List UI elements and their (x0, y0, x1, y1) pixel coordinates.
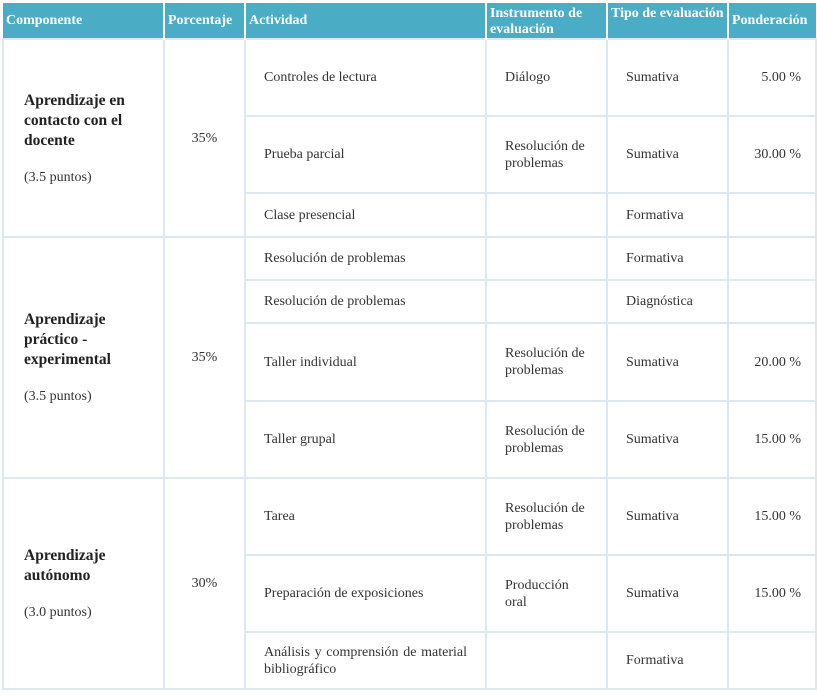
type-cell: Sumativa (607, 478, 728, 555)
instrument-cell: Resolución de problemas (486, 401, 607, 478)
type-cell: Diagnóstica (607, 280, 728, 323)
activity-cell: Taller grupal (245, 401, 486, 478)
type-cell: Sumativa (607, 116, 728, 193)
activity-cell: Controles de lectura (245, 39, 486, 116)
component-cell (3, 237, 164, 478)
instrument-cell: Resolución de problemas (486, 478, 607, 555)
component-title: Aprendizaje práctico - experimental (24, 311, 111, 368)
header-actividad: Actividad (245, 3, 486, 39)
type-cell: Formativa (607, 237, 728, 280)
activity-cell: Tarea (245, 478, 486, 555)
activity-cell: Resolución de problemas (245, 237, 486, 280)
instrument-cell (486, 237, 607, 280)
instrument-cell: Resolución de problemas (486, 323, 607, 401)
component-points: (3.5 puntos) (24, 169, 92, 185)
weight-cell: 20.00 % (728, 323, 816, 401)
activity-cell: Resolución de problemas (245, 280, 486, 323)
header-componente: Componente (3, 3, 164, 39)
weight-cell (728, 193, 816, 237)
header-instrumento: Instrumento de evaluación (486, 3, 607, 39)
weight-cell: 5.00 % (728, 39, 816, 116)
activity-cell: Taller individual (245, 323, 486, 401)
table-row (3, 39, 816, 116)
weight-cell: 15.00 % (728, 401, 816, 478)
table-row (3, 478, 816, 555)
component-points: (3.5 puntos) (24, 389, 92, 404)
type-cell: Sumativa (607, 39, 728, 116)
header-ponderacion: Ponderación (728, 3, 816, 39)
header-row (3, 3, 816, 39)
type-cell: Formativa (607, 193, 728, 237)
type-cell: Sumativa (607, 401, 728, 478)
instrument-cell (486, 280, 607, 323)
weight-cell: 15.00 % (728, 555, 816, 632)
header-tipo: Tipo de evaluación (607, 3, 728, 39)
weight-cell: 15.00 % (728, 478, 816, 555)
activity-cell: Prueba parcial (245, 116, 486, 193)
weight-cell: 30.00 % (728, 116, 816, 193)
instrument-cell (486, 193, 607, 237)
percentage-cell: 35% (164, 237, 245, 478)
instrument-cell: Producción oral (486, 555, 607, 632)
activity-cell: Clase presencial (245, 193, 486, 237)
instrument-cell (486, 632, 607, 689)
component-cell (3, 478, 164, 689)
percentage-cell: 35% (164, 39, 245, 237)
weight-cell (728, 280, 816, 323)
header-porcentaje: Porcentaje (164, 3, 245, 39)
instrument-cell: Diálogo (486, 39, 607, 116)
component-cell (3, 39, 164, 237)
component-title: Aprendizaje en contacto con el docente (24, 91, 125, 149)
component-points: (3.0 puntos) (24, 605, 92, 620)
percentage-cell: 30% (164, 478, 245, 689)
instrument-cell: Resolución de problemas (486, 116, 607, 193)
evaluation-table (2, 3, 817, 690)
table-row (3, 237, 816, 280)
type-cell: Sumativa (607, 323, 728, 401)
component-title: Aprendizaje autónomo (24, 547, 106, 584)
weight-cell (728, 237, 816, 280)
activity-cell: Análisis y comprensión de material bibliográfico (245, 632, 486, 689)
activity-cell: Preparación de exposiciones (245, 555, 486, 632)
weight-cell (728, 632, 816, 689)
type-cell: Formativa (607, 632, 728, 689)
type-cell: Sumativa (607, 555, 728, 632)
